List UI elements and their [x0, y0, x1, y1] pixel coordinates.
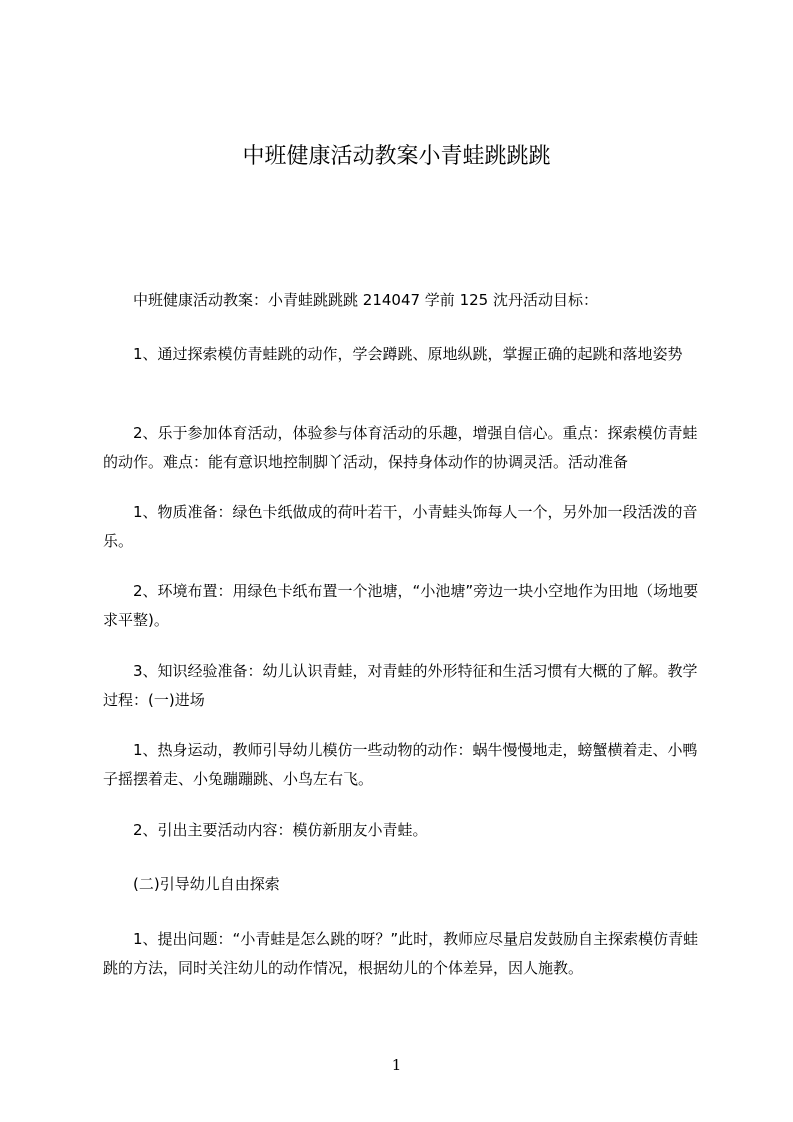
intro-paragraph: 中班健康活动教案：小青蛙跳跳跳 214047 学前 125 沈丹活动目标：: [133, 291, 598, 309]
main-activity-paragraph: 2、引出主要活动内容：模仿新朋友小青蛙。: [133, 821, 428, 839]
prep-materials-paragraph: 1、物质准备：绿色卡纸做成的荷叶若干，小青蛙头饰每人一个，另外加一段活泼的音乐。: [103, 503, 698, 550]
prep-knowledge-paragraph: 3、知识经验准备：幼儿认识青蛙，对青蛙的外形特征和生活习惯有大概的了解。教学过程：(一)进场: [103, 662, 698, 709]
question-paragraph: 1、提出问题：“小青蛙是怎么跳的呀？”此时，教师应尽量启发鼓励自主探索模仿青蛙跳的方法，同时关注幼儿的动作情况，根据幼儿的个体差异，因人施教。: [103, 930, 699, 977]
page-number: 1: [391, 1056, 402, 1074]
goal-2-paragraph: 2、乐于参加体育活动，体验参与体育活动的乐趣，增强自信心。重点：探索模仿青蛙的动作。难点：能有意识地控制脚丫活动，保持身体动作的协调灵活。活动准备: [103, 424, 698, 471]
warmup-paragraph: 1、热身运动，教师引导幼儿模仿一些动物的动作：蜗牛慢慢地走，螃蟹横着走、小鸭子摇摆着走、小兔蹦蹦跳、小鸟左右飞。: [103, 741, 698, 788]
prep-environment-paragraph: 2、环境布置：用绿色卡纸布置一个池塘，“小池塘”旁边一块小空地作为田地（场地要求平整)。: [103, 582, 699, 629]
goal-1-paragraph: 1、通过探索模仿青蛙跳的动作，学会蹲跳、原地纵跳，掌握正确的起跳和落地姿势: [133, 345, 683, 363]
section-2-heading: (二)引导幼儿自由探索: [133, 875, 280, 893]
document-title: 中班健康活动教案小青蛙跳跳跳: [242, 144, 551, 169]
